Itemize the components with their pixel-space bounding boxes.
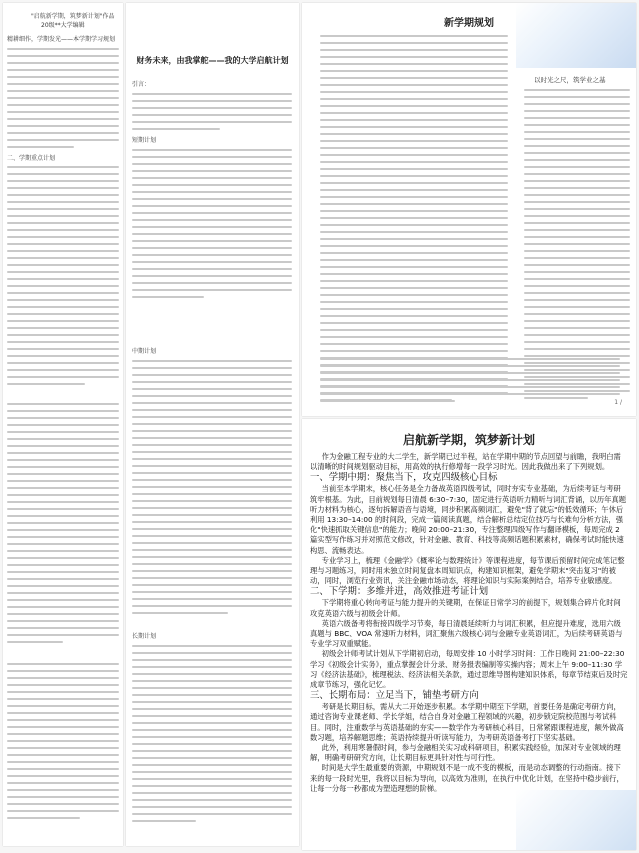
page-4-paragraph-8: 时间是大学生最重要的资源，中期规划不是一成不变的模板，而是动态调整的行动指南。接下来的每一段时光里，我将以目标为导向，以高效为准则，在执行中优化计划，在坚持中稳步前行，让每一分每一秒都成为塑造理想的阶梯。 xyxy=(310,763,624,793)
page-2-short-term-text xyxy=(132,149,292,303)
page-4-paragraph-3: 下学期将重心转向考证与能力提升的关键期，在保证日常学习的前提下，规划集合碎片化时间攻克英语六级与初级会计师。 xyxy=(310,598,621,618)
page-1-section-heading: 二、学期重点计划 xyxy=(7,155,56,162)
page-1-header: "启航新学期，筑梦新计划"作品 xyxy=(31,13,115,20)
page-1-text-block-c xyxy=(7,403,119,648)
page-3-side-heading: 以时光之尺，筑学业之基 xyxy=(534,76,606,84)
page-3-title: 新学期规划 xyxy=(444,18,494,29)
page-1-subheader: 20级**大学编辑 xyxy=(41,22,85,29)
page-2-long-term-text xyxy=(132,645,292,827)
page-2-short-term-heading: 短期计划 xyxy=(132,137,157,144)
page-4-paragraph-2: 专业学习上，梳理《金融学》《概率论与数理统计》等课程进度，每节课后预留时间完成笔记整理与习题练习，同时用未独立时间复盘本周知识点，构建知识框架，避免学期末"突击复习"的被动，同时，浏览行业资讯，关注金融市场动态，将理论知识与实际案例结合，培养专业敏感度。 xyxy=(310,555,625,586)
page-2-long-term-heading: 长期计划 xyxy=(132,633,157,640)
document-page-1 xyxy=(3,3,123,846)
page-4-paragraph-5: 初级会计师考试计划从下学期初启动，每周安排 10 小时学习时间：工作日晚间 21:00–22:30 学习《初级会计实务》，重点掌握会计分录、财务报表编制等实操内容；周末上午 9:00–11:30 学习《经济法基础》，梳理税法、经济法相关条款，通过思维导图构建知识体系，每章节结束后及时完成章节练习，强化记忆。 xyxy=(310,649,628,690)
page-1-text-block-a xyxy=(7,48,119,153)
page-2-mid-term-text xyxy=(132,360,292,619)
page-4-decor-bottom xyxy=(516,790,636,850)
page-4-intro: 作为金融工程专业的大二学生，新学期已过半程，站在学期中期的节点回望与前瞻，我明白需以清晰的时间规划驱动目标，用高效的执行修增每一段学习时光。因此我做出来了下列规划。 xyxy=(310,452,621,472)
page-1-title-line: 精耕细作，学期发光——本学期学习规划 xyxy=(7,36,116,43)
page-2-title: 财务未来，由我掌舵——我的大学启航计划 xyxy=(136,56,289,65)
document-page-4 xyxy=(302,419,636,850)
page-4-paragraph-6: 考研是长期目标，需从大二开始逐步积累。本学期中期至下学期，首要任务是确定考研方向，通过咨询专业课老师、学长学姐，结合自身对金融工程领域的兴趣，初步锁定院校范围与考试科目。同时，注重数学与英语基础的夯实——数学作为考研核心科目，日常紧跟课程进度，额外做高数习题，培养解题思维；英语持续提升听读写能力，为考研英语备考打下坚实基础。 xyxy=(310,702,624,742)
page-4-body xyxy=(310,452,628,794)
page-3-bottom-text xyxy=(320,358,620,407)
page-4-heading-3: 三、长期布局：立足当下，铺垫考研方向 xyxy=(310,690,479,702)
page-4-heading-2: 二、下学期：多维并进，高效推进考证计划 xyxy=(310,586,489,598)
page-4-paragraph-7: 此外，利用寒暑假时间，参与金融相关实习或科研项目，积累实践经验，加深对专业领域的理解，明确考研研究方向，让长期目标更具针对性与可行性。 xyxy=(310,743,621,763)
page-2-intro-label: 引言： xyxy=(132,81,151,88)
page-3-decor-top xyxy=(516,3,636,68)
page-1-text-block-d xyxy=(7,663,119,824)
page-3-right-text xyxy=(524,89,630,404)
page-3-left-text xyxy=(320,35,508,406)
page-1-text-block-b xyxy=(7,166,119,390)
page-4-heading-1: 一、学期中期：聚焦当下，攻克四级核心目标 xyxy=(310,472,498,484)
page-4-paragraph-1: 当前至本学期末，核心任务是全力备战英语四级考试，同时夯实专业基础，为后续考证与考研筑牢根基。为此，目前规划每日清晨 6:30–7:30，固定进行英语听力精听与词汇背诵，以历年真题听力材料为核心，逐句拆解语音与语境，同步积累高频词汇，避免"背了就忘"的低效循环；午休后利用 13:30–14:00 的时间段，完成一篇阅读真题，结合解析总结定位技巧与长难句分析方法，强化"快速抓取关键信息"的能力；晚间 20:00–21:30，专注整理四级写作与翻译模板，每周完成 2 篇实型写作练习并对照范文修改，针对金融、教育、科技等高频话题积累素材，确保考试时能快速构思、流畅表达。 xyxy=(310,484,627,555)
page-2-intro-text xyxy=(132,93,292,135)
page-2-mid-term-heading: 中期计划 xyxy=(132,348,157,355)
page-4-paragraph-4: 英语六级备考将衔接四级学习节奏，每日清晨延续听力与词汇积累，但应提升难度，选用六级真题与 BBC、VOA 常速听力材料，词汇聚焦六级核心词与金融专业英语词汇，为后续考研英语与专业学习双重赋能。 xyxy=(310,618,623,649)
document-page-3 xyxy=(302,3,636,416)
document-page-2 xyxy=(126,3,299,846)
page-4-title: 启航新学期，筑梦新计划 xyxy=(402,433,535,447)
page-3-page-marker: 1 / xyxy=(614,399,622,406)
